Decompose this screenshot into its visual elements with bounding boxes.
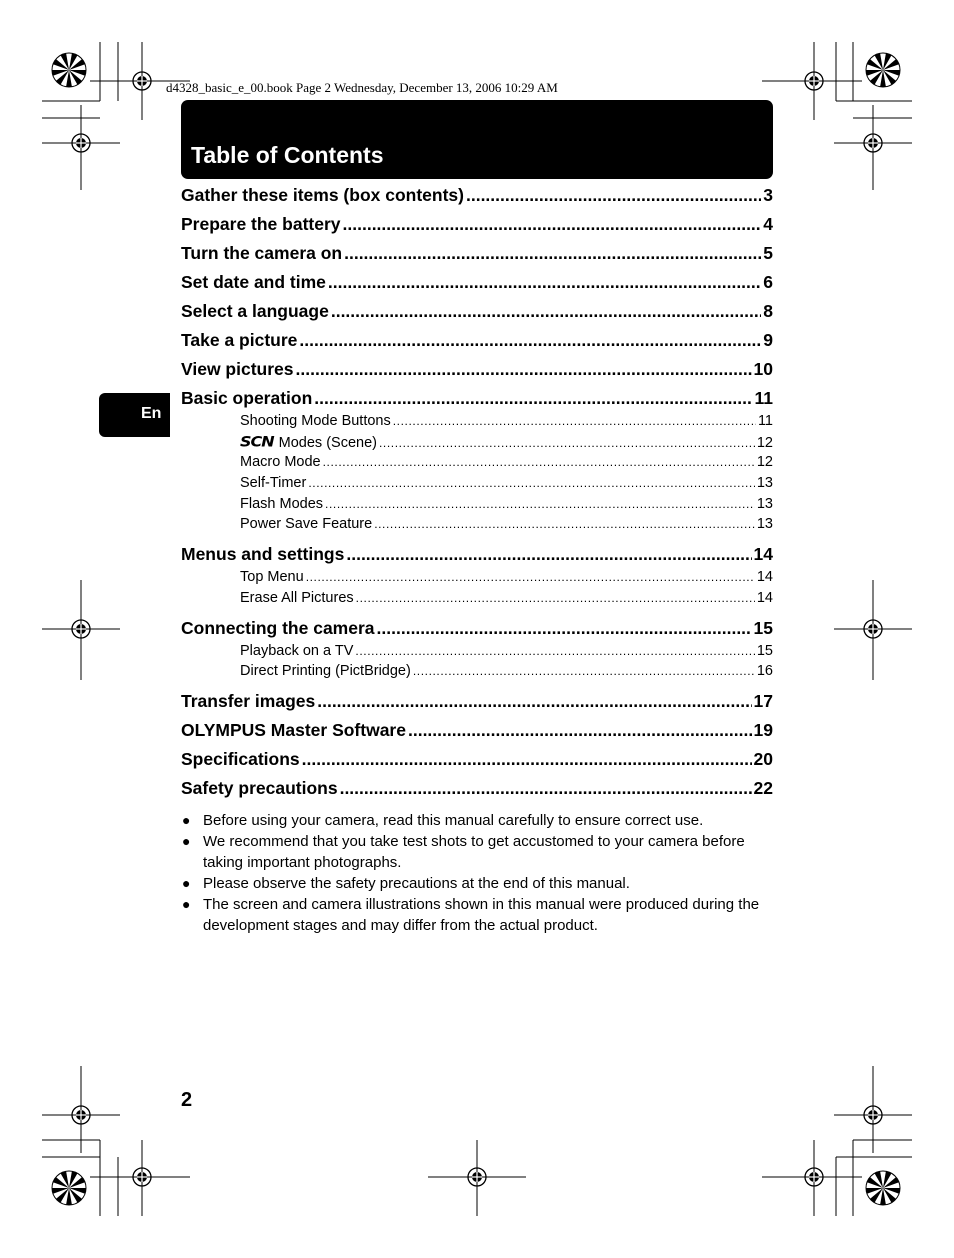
toc-entry-label: Set date and time: [181, 272, 326, 292]
toc-entry[interactable]: [181, 297, 773, 326]
toc-entry-page: 14: [756, 569, 773, 586]
leader-dots: [356, 588, 755, 609]
toc-entry-label: Modes (Scene): [278, 434, 377, 451]
print-header: d4328_basic_e_00.book Page 2 Wednesday, December 13, 2006 10:29 AM: [166, 80, 558, 95]
language-tab-label: En: [141, 405, 162, 422]
leader-dots: [331, 297, 761, 326]
toc-entry-label: Menus and settings: [181, 544, 345, 565]
note-text: We recommend that you take test shots to get accustomed to your camera before taking important photographs.: [203, 833, 745, 871]
leader-dots: [344, 239, 761, 268]
language-tab: [99, 393, 170, 437]
toc-entry-label: Safety precautions: [181, 777, 338, 798]
toc-entry-label: Playback on a TV: [240, 642, 354, 659]
toc-subentry[interactable]: [181, 411, 773, 432]
toc-entry-page: 10: [753, 359, 773, 379]
leader-dots: [340, 774, 752, 803]
toc-entry-page: 13: [756, 516, 773, 533]
toc-entry-page: 8: [763, 301, 773, 321]
toc-entry[interactable]: [181, 355, 773, 384]
toc-entry-label: Prepare the battery: [181, 214, 341, 234]
toc-entry[interactable]: [181, 326, 773, 355]
list-item: [181, 831, 781, 873]
note-text: The screen and camera illustrations shown in this manual were produced during the development stages and may differ from the actual product.: [203, 896, 760, 934]
toc-entry-label: Turn the camera on: [181, 243, 343, 263]
bullet-icon: ●: [182, 833, 191, 849]
table-of-contents: [181, 181, 773, 803]
leader-dots: [374, 514, 755, 535]
leader-dots: [323, 452, 755, 473]
toc-subentry[interactable]: [181, 661, 773, 682]
toc-entry-page: 12: [756, 454, 773, 471]
toc-entry-page: 19: [753, 719, 773, 740]
toc-entry-label: Take a picture: [181, 330, 298, 350]
toc-entry-page: 12: [756, 434, 773, 451]
toc-subentry[interactable]: [181, 641, 773, 662]
leader-dots: [346, 540, 751, 569]
page-title: Table of Contents: [191, 142, 384, 168]
toc-subentry[interactable]: [181, 494, 773, 515]
leader-dots: [355, 641, 754, 662]
leader-dots: [413, 661, 755, 682]
leader-dots: [379, 433, 755, 454]
toc-entry-label: Transfer images: [181, 690, 316, 711]
toc-entry[interactable]: [181, 716, 773, 745]
toc-entry-page: 13: [756, 475, 773, 492]
leader-dots: [466, 181, 761, 210]
bullet-icon: ●: [182, 812, 191, 828]
toc-entry-label: View pictures: [181, 359, 294, 379]
toc-subentry[interactable]: [181, 452, 773, 473]
toc-entry[interactable]: [181, 210, 773, 239]
toc-entry-page: 20: [753, 748, 773, 769]
bullet-icon: ●: [182, 896, 191, 912]
leader-dots: [308, 473, 755, 494]
toc-entry[interactable]: [181, 181, 773, 210]
toc-entry-page: 13: [756, 495, 773, 512]
toc-entry[interactable]: [181, 384, 773, 413]
page-number: 2: [181, 1089, 193, 1111]
toc-entry-label: Shooting Mode Buttons: [240, 413, 391, 429]
toc-entry[interactable]: [181, 774, 773, 803]
list-item: [181, 810, 781, 831]
toc-entry-label: Select a language: [181, 301, 329, 321]
toc-entry[interactable]: [181, 687, 773, 716]
toc-entry-label: Self-Timer: [240, 475, 307, 492]
leader-dots: [328, 268, 761, 297]
title-banner: [181, 100, 773, 179]
toc-entry-page: 22: [753, 777, 773, 798]
notes-list: [181, 810, 781, 936]
list-item: [181, 894, 781, 936]
leader-dots: [299, 326, 761, 355]
toc-entry[interactable]: [181, 745, 773, 774]
note-text: Please observe the safety precautions at the end of this manual.: [203, 875, 630, 892]
toc-entry-page: 11: [754, 388, 773, 408]
toc-entry[interactable]: [181, 268, 773, 297]
toc-entry[interactable]: [181, 239, 773, 268]
toc-entry-page: 6: [763, 272, 773, 292]
leader-dots: [393, 411, 756, 432]
toc-entry-label: OLYMPUS Master Software: [181, 719, 406, 740]
leader-dots: [302, 745, 752, 774]
toc-entry-label: Top Menu: [240, 569, 304, 586]
toc-entry-label: Basic operation: [181, 388, 313, 408]
scn-mode-icon: SCN: [240, 432, 274, 450]
toc-entry-page: 15: [753, 617, 773, 638]
toc-entry-page: 3: [763, 185, 773, 205]
leader-dots: [343, 210, 762, 239]
leader-dots: [306, 567, 755, 588]
toc-entry-label: Connecting the camera: [181, 617, 375, 638]
leader-dots: [408, 716, 752, 745]
toc-entry-page: 14: [756, 589, 773, 606]
toc-entry-label: Flash Modes: [240, 495, 324, 512]
toc-entry-page: 17: [753, 690, 773, 711]
toc-entry-label: Gather these items (box contents): [181, 185, 464, 205]
toc-subentry[interactable]: [181, 473, 773, 494]
leader-dots: [296, 355, 752, 384]
toc-entry-label: Direct Printing (PictBridge): [240, 663, 411, 680]
toc-entry-page: 5: [763, 243, 773, 263]
toc-entry-page: 14: [753, 544, 773, 565]
toc-subentry[interactable]: [181, 432, 773, 453]
leader-dots: [314, 384, 752, 413]
toc-entry[interactable]: [181, 540, 773, 569]
toc-entry-label: Power Save Feature: [240, 516, 373, 533]
toc-entry-page: 11: [757, 413, 773, 429]
note-text: Before using your camera, read this manual carefully to ensure correct use.: [203, 812, 704, 829]
toc-subentry[interactable]: [181, 514, 773, 535]
toc-entry-page: 4: [763, 214, 773, 234]
toc-subentry[interactable]: [181, 588, 773, 609]
toc-entry-label: Macro Mode: [240, 454, 321, 471]
toc-entry-page: 16: [756, 663, 773, 680]
toc-subentry[interactable]: [181, 567, 773, 588]
leader-dots: [317, 687, 751, 716]
toc-entry[interactable]: [181, 614, 773, 643]
toc-entry-page: 15: [756, 642, 773, 659]
toc-entry-label: Erase All Pictures: [240, 589, 354, 606]
toc-entry-page: 9: [763, 330, 773, 350]
leader-dots: [377, 614, 752, 643]
bullet-icon: ●: [182, 875, 191, 891]
leader-dots: [325, 494, 755, 515]
toc-entry-label: Specifications: [181, 748, 300, 769]
list-item: [181, 873, 781, 894]
